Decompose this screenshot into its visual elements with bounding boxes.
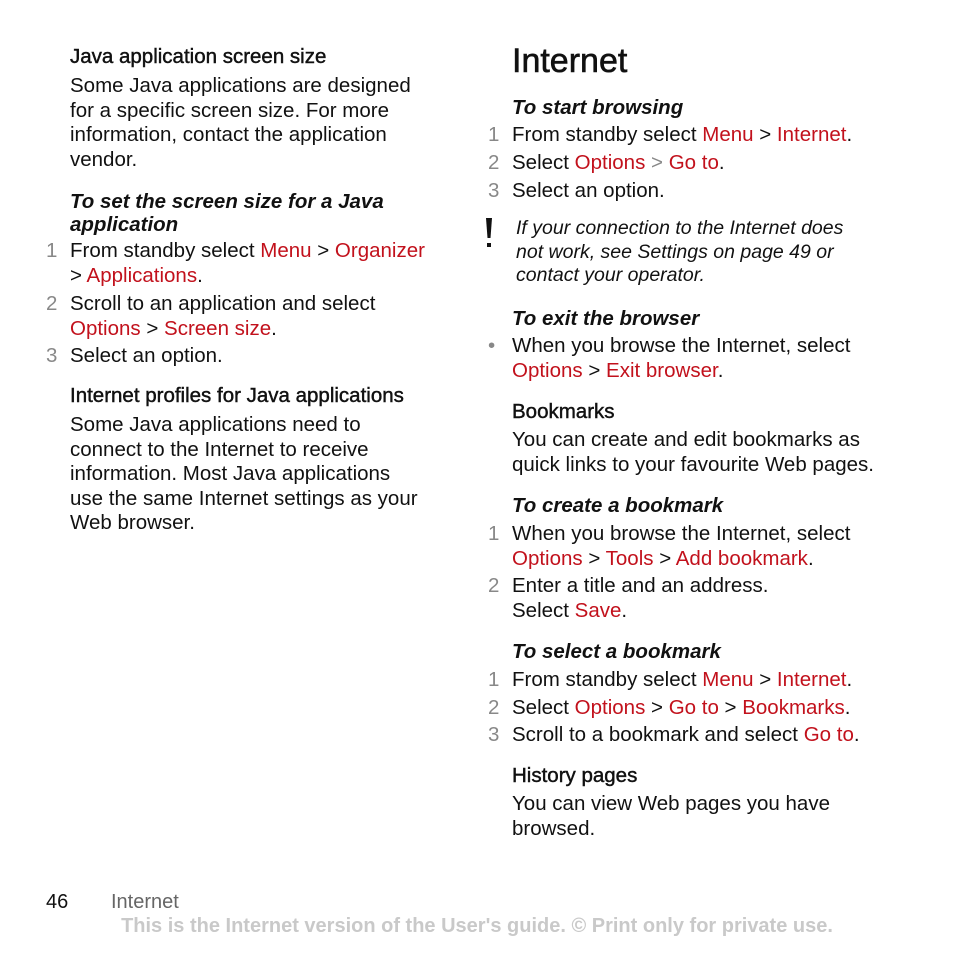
organizer-link[interactable]: Organizer	[334, 239, 425, 262]
internet-link[interactable]: Internet	[776, 668, 847, 691]
step-text: Scroll to a bookmark and select	[512, 723, 804, 746]
step-text: When you browse the Internet, select	[512, 334, 851, 357]
step-text: Scroll to an application and select	[70, 292, 376, 315]
note-line: contact your operator.	[516, 264, 705, 286]
internet-link[interactable]: Internet	[776, 123, 847, 146]
options-link[interactable]: Options	[574, 696, 646, 719]
set-screen-step-2	[70, 292, 375, 341]
go-to-link[interactable]: Go to	[668, 696, 719, 719]
body-line: Some Java applications need to	[70, 413, 361, 436]
tools-link[interactable]: Tools	[605, 546, 654, 570]
note-line: If your connection to the Internet does	[516, 217, 844, 239]
punctuation: .	[853, 723, 860, 746]
internet-profiles-heading: Internet profiles for Java applications	[70, 384, 404, 407]
body-line: information, contact the application	[70, 123, 387, 146]
select-step-2	[512, 696, 850, 721]
start-browsing-heading: To start browsing	[512, 96, 684, 119]
start-step-3: Select an option.	[512, 179, 665, 202]
bookmarks-heading: Bookmarks	[512, 400, 615, 423]
exit-browser-step	[512, 334, 850, 383]
step-number: 3	[488, 723, 500, 746]
body-line: Web browser.	[70, 511, 195, 534]
page-number: 46	[46, 891, 69, 913]
menu-link[interactable]: Menu	[260, 239, 312, 262]
set-screen-step-3: Select an option.	[70, 344, 223, 367]
separator: >	[753, 668, 777, 691]
history-pages-heading: History pages	[512, 764, 638, 787]
step-text: Enter a title and an address.	[512, 574, 769, 597]
java-screen-size-heading: Java application screen size	[70, 45, 327, 68]
separator: >	[718, 696, 743, 719]
go-to-link[interactable]: Go to	[803, 723, 854, 746]
step-number: 1	[488, 522, 500, 545]
body-line: use the same Internet settings as your	[70, 486, 418, 510]
exit-browser-link[interactable]: Exit browser	[606, 358, 718, 382]
body-line: Some Java applications are designed	[70, 74, 411, 97]
separator: >	[753, 123, 777, 146]
bookmarks-link[interactable]: Bookmarks	[742, 696, 845, 719]
separator: >	[140, 316, 165, 340]
connection-warning-note	[516, 217, 843, 288]
applications-link[interactable]: Applications	[86, 263, 198, 287]
set-screen-size-heading	[70, 190, 384, 236]
body-line: browsed.	[512, 816, 596, 840]
options-link[interactable]: Options	[512, 546, 583, 570]
punctuation: .	[844, 696, 851, 719]
body-line: quick links to your favourite Web pages.	[512, 452, 874, 476]
create-step-2	[512, 574, 768, 623]
separator: >	[582, 546, 606, 570]
step-number: 2	[488, 574, 500, 597]
separator: >	[582, 358, 607, 382]
exit-browser-heading: To exit the browser	[512, 307, 700, 330]
options-link[interactable]: Options	[512, 358, 583, 382]
create-step-1	[512, 522, 850, 571]
footer-disclaimer: This is the Internet version of the User's guide. © Print only for private use.	[121, 915, 833, 937]
menu-link[interactable]: Menu	[702, 123, 754, 146]
step-number: 1	[488, 123, 500, 146]
separator: >	[653, 546, 676, 570]
add-bookmark-link[interactable]: Add bookmark	[675, 546, 808, 570]
body-line: connect to the Internet to receive	[70, 437, 369, 461]
bullet: •	[488, 334, 496, 357]
punctuation: .	[718, 151, 725, 174]
step-number: 1	[488, 668, 500, 691]
step-number: 2	[488, 696, 500, 719]
heading-line: application	[70, 213, 179, 236]
step-text: Select	[512, 151, 575, 174]
step-number: 2	[488, 151, 500, 174]
body-line: for a specific screen size. For more	[70, 98, 389, 122]
exclamation-icon	[484, 218, 494, 250]
select-bookmark-heading: To select a bookmark	[512, 640, 721, 663]
step-text: When you browse the Internet, select	[512, 522, 851, 545]
java-screen-size-body	[70, 74, 411, 172]
body-line: You can view Web pages you have	[512, 792, 830, 815]
punctuation: .	[717, 358, 724, 382]
footer-section-name: Internet	[111, 891, 179, 913]
punctuation: .	[271, 316, 277, 340]
body-line: vendor.	[70, 147, 138, 171]
step-text: From standby select	[512, 123, 703, 146]
options-link[interactable]: Options	[70, 316, 141, 340]
punctuation: .	[621, 598, 628, 622]
step-text: Select	[512, 696, 575, 719]
punctuation: .	[846, 123, 853, 146]
start-step-1	[512, 123, 852, 148]
set-screen-step-1	[70, 239, 425, 288]
select-step-1	[512, 668, 852, 693]
start-step-2	[512, 151, 725, 176]
separator: >	[311, 239, 335, 262]
go-to-link[interactable]: Go to	[668, 151, 719, 174]
note-line: not work, see Settings on page 49 or	[516, 240, 834, 263]
save-link[interactable]: Save	[574, 598, 622, 622]
body-line: information. Most Java applications	[70, 462, 391, 485]
options-link[interactable]: Options	[574, 151, 646, 174]
separator: >	[645, 151, 669, 174]
step-number: 1	[46, 239, 58, 262]
menu-link[interactable]: Menu	[702, 668, 754, 691]
heading-line: To set the screen size for a Java	[70, 190, 384, 213]
body-line: You can create and edit bookmarks as	[512, 428, 860, 451]
create-bookmark-heading: To create a bookmark	[512, 494, 724, 517]
step-number: 3	[488, 179, 500, 202]
page-title: Internet	[512, 42, 628, 80]
punctuation: .	[807, 546, 814, 570]
punctuation: .	[846, 668, 853, 691]
step-text: From standby select	[512, 668, 703, 691]
punctuation: .	[197, 263, 203, 287]
history-pages-body	[512, 792, 830, 841]
internet-profiles-body	[70, 413, 418, 536]
step-number: 2	[46, 292, 58, 315]
bookmarks-body	[512, 428, 874, 477]
select-step-3	[512, 723, 860, 748]
separator: >	[70, 263, 87, 287]
step-number: 3	[46, 344, 58, 367]
screen-size-link[interactable]: Screen size	[164, 316, 272, 340]
step-text: Select	[512, 598, 575, 622]
separator: >	[645, 696, 669, 719]
step-text: From standby select	[70, 239, 261, 262]
